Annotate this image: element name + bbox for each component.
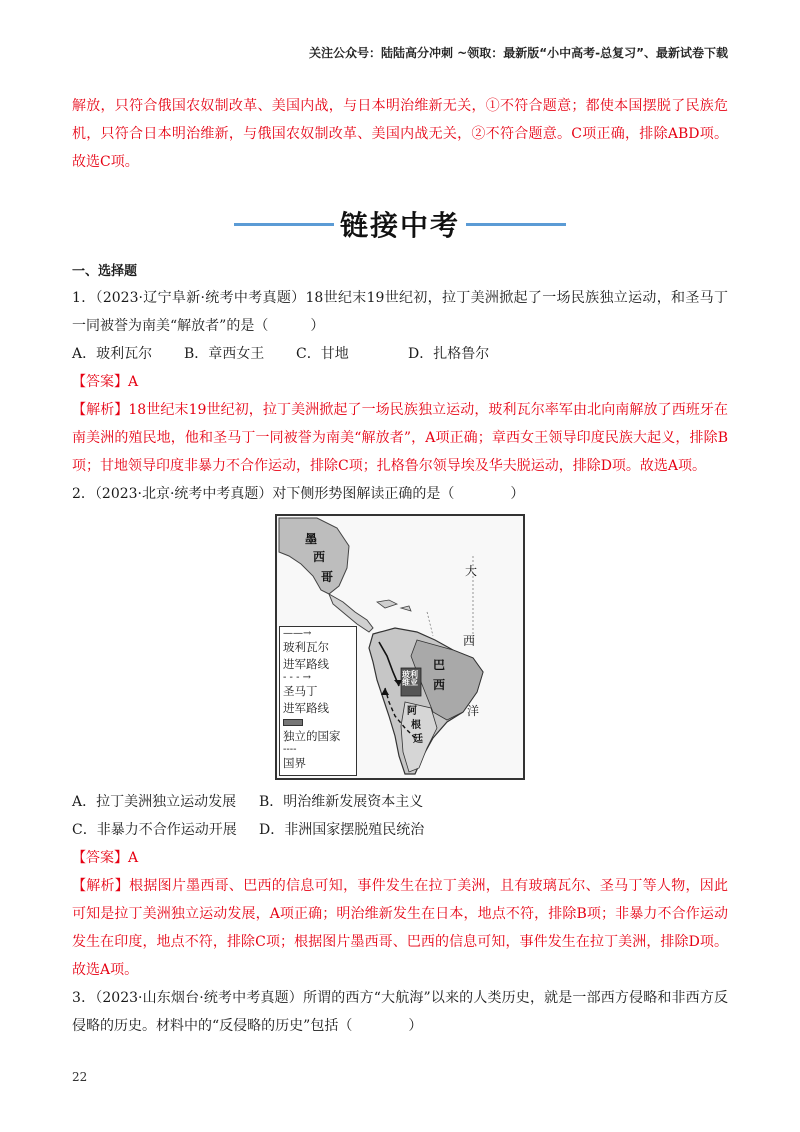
legend-bolivar-2: 进军路线: [283, 657, 329, 671]
section-title: 链接中考: [339, 209, 460, 242]
page-header: 关注公众号：陆陆高分冲刺 ~领取：最新版“小中高考-总复习”、最新试卷下载: [309, 46, 728, 60]
map-label-ocean-1: 大: [465, 564, 478, 578]
question-2-stem: 2．（2023·北京·统考中考真题）对下侧形势图解读正确的是（ ）: [72, 486, 525, 502]
question-2-option-d[interactable]: D．非洲国家摆脱殖民统治: [259, 822, 425, 838]
question-1-options: [72, 340, 728, 368]
independent-legend-symbol: [283, 719, 303, 726]
legend-independent: 独立的国家: [283, 729, 341, 743]
question-2-option-b[interactable]: B．明治维新发展资本主义: [259, 794, 424, 810]
caribbean-shape: [377, 600, 411, 611]
question-2-answer: 【答案】A: [72, 850, 139, 866]
legend-border: 国界: [283, 756, 306, 770]
sanmartin-route-legend-symbol: - - - →: [283, 672, 312, 683]
map-label-mexico-1: 墨: [305, 532, 318, 546]
question-1-option-d[interactable]: D．扎格鲁尔: [408, 346, 490, 362]
map-label-ocean-3: 洋: [467, 704, 480, 718]
map-label-ocean-2: 西: [463, 634, 476, 648]
section-heading: 一、选择题: [72, 264, 138, 279]
question-2: [72, 480, 728, 984]
question-2-option-a[interactable]: A．拉丁美洲独立运动发展: [72, 794, 237, 810]
question-1-option-a[interactable]: A．玻利瓦尔: [72, 346, 153, 362]
question-1-stem: 1．（2023·辽宁阜新·统考中考真题）18世纪末19世纪初，拉丁美洲掀起了一场民族独立运动，和圣马丁一同被誉为南美“解放者”的是（ ）: [72, 290, 728, 334]
question-1-option-b[interactable]: B．章西女王: [184, 346, 265, 362]
map-container: [72, 514, 728, 780]
map-label-argentina-1: 阿: [407, 706, 417, 717]
page-number: 22: [72, 1070, 88, 1084]
legend-sanmartin-1: 圣马丁: [283, 684, 318, 698]
section-title-banner: [72, 196, 728, 252]
legend-sanmartin-2: 进军路线: [283, 701, 329, 715]
question-1-option-c[interactable]: C．甘地: [296, 346, 349, 362]
border-legend-symbol: ----: [283, 744, 297, 755]
question-2-option-c[interactable]: C．非暴力不合作运动开展: [72, 822, 237, 838]
map-label-brazil-2: 西: [433, 678, 446, 692]
map-label-argentina-3: 廷: [413, 734, 423, 745]
page-content: [72, 92, 728, 1040]
previous-explanation: 解放，只符合俄国农奴制改革、美国内战，与日本明治维新无关，①不符合题意；都使本国摆脱了民族危机，只符合日本明治维新，与俄国农奴制改革、美国内战无关，②不符合题意。C项正确，排除ABD项。故选C项。: [72, 98, 728, 170]
map-label-mexico-2: 西: [313, 550, 326, 564]
legend-bolivar-1: 玻利瓦尔: [283, 640, 329, 654]
map-label-bolivia: 玻利维亚: [402, 669, 418, 687]
title-left-line: [234, 223, 334, 226]
question-1: [72, 284, 728, 480]
question-3-stem: 3．（2023·山东烟台·统考中考真题）所谓的西方“大航海”以来的人类历史，就是一部西方侵略和非西方反侵略的历史。材料中的“反侵略的历史”包括（ ）: [72, 990, 728, 1034]
question-2-options-row-1: [72, 788, 728, 816]
latin-america-map: [275, 514, 525, 780]
map-legend: [279, 626, 357, 776]
question-2-analysis: 【解析】根据图片墨西哥、巴西的信息可知，事件发生在拉丁美洲，且有玻璃瓦尔、圣马丁等人物，因此可知是拉丁美洲独立运动发展，A项正确；明治维新发生在日本，地点不符，排除B项；非暴力不合作运动发生在印度，地点不符，排除C项；根据图片墨西哥、巴西的信息可知，事件发生在拉丁美洲，排除D项。故选A项。: [72, 878, 728, 978]
map-label-argentina-2: 根: [411, 720, 421, 731]
map-label-brazil-1: 巴: [433, 658, 446, 672]
question-3: [72, 984, 728, 1040]
map-label-mexico-3: 哥: [321, 570, 334, 584]
question-1-answer: 【答案】A: [72, 374, 139, 390]
bolivar-route-legend-symbol: ——→: [283, 628, 312, 639]
question-2-options-row-2: [72, 816, 728, 844]
question-1-analysis: 【解析】18世纪末19世纪初，拉丁美洲掀起了一场民族独立运动，玻利瓦尔率军由北向南解放了西班牙在南美洲的殖民地，他和圣马丁一同被誉为南美“解放者”，A项正确；章西女王领导印度民族大起义，排除B项；甘地领导印度非暴力不合作运动，排除C项；扎格鲁尔领导埃及华夫脱运动，排除D项。故选A项。: [72, 402, 728, 474]
title-right-line: [466, 223, 566, 226]
